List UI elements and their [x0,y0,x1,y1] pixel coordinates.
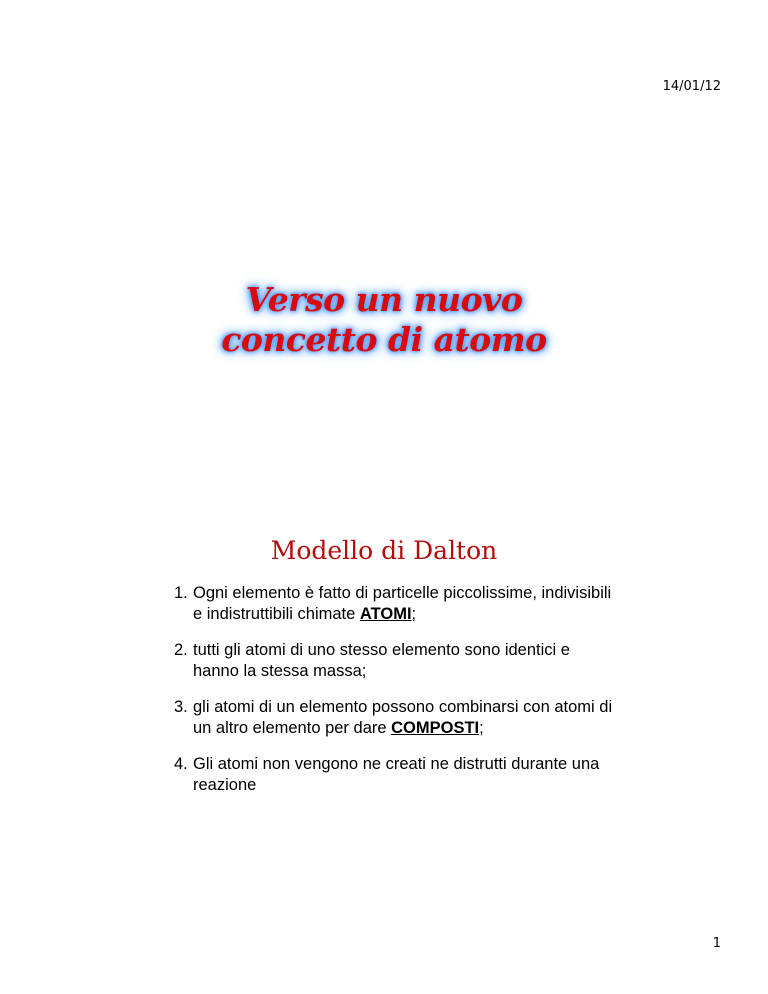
slide-title-line-1: Verso un nuovo [245,280,523,319]
list-item-number: 4. [174,755,188,773]
list-item [174,583,614,625]
list-item-punctuation: ; [411,605,417,623]
dalton-postulates-list [174,583,614,811]
page-number: 1 [712,936,721,951]
list-item [174,640,614,682]
list-item [174,697,614,739]
slide-date: 14/01/12 [662,79,721,94]
list-item-number: 3. [174,698,188,716]
list-item-keyword: COMPOSTI [391,719,480,737]
list-item-punctuation: ; [479,719,484,737]
list-item-number: 2. [174,641,188,659]
slide-title [0,280,768,360]
list-item [174,754,614,796]
list-item-text: Gli atomi non vengono ne creati ne distrutti durante una reazione [193,755,600,794]
list-item-text: gli atomi di un elemento possono combinarsi con atomi di un altro elemento per dare [193,698,613,737]
list-item-number: 1. [174,584,188,602]
list-item-keyword: ATOMI [359,605,412,623]
list-item-text: Ogni elemento è fatto di particelle piccolissime, indivisibili e indistruttibili chimate [193,584,612,623]
slide-title-line-2: concetto di atomo [221,320,547,359]
section-heading: Modello di Dalton [270,536,498,565]
list-item-text: tutti gli atomi di uno stesso elemento sono identici e hanno la stessa massa; [193,641,570,680]
